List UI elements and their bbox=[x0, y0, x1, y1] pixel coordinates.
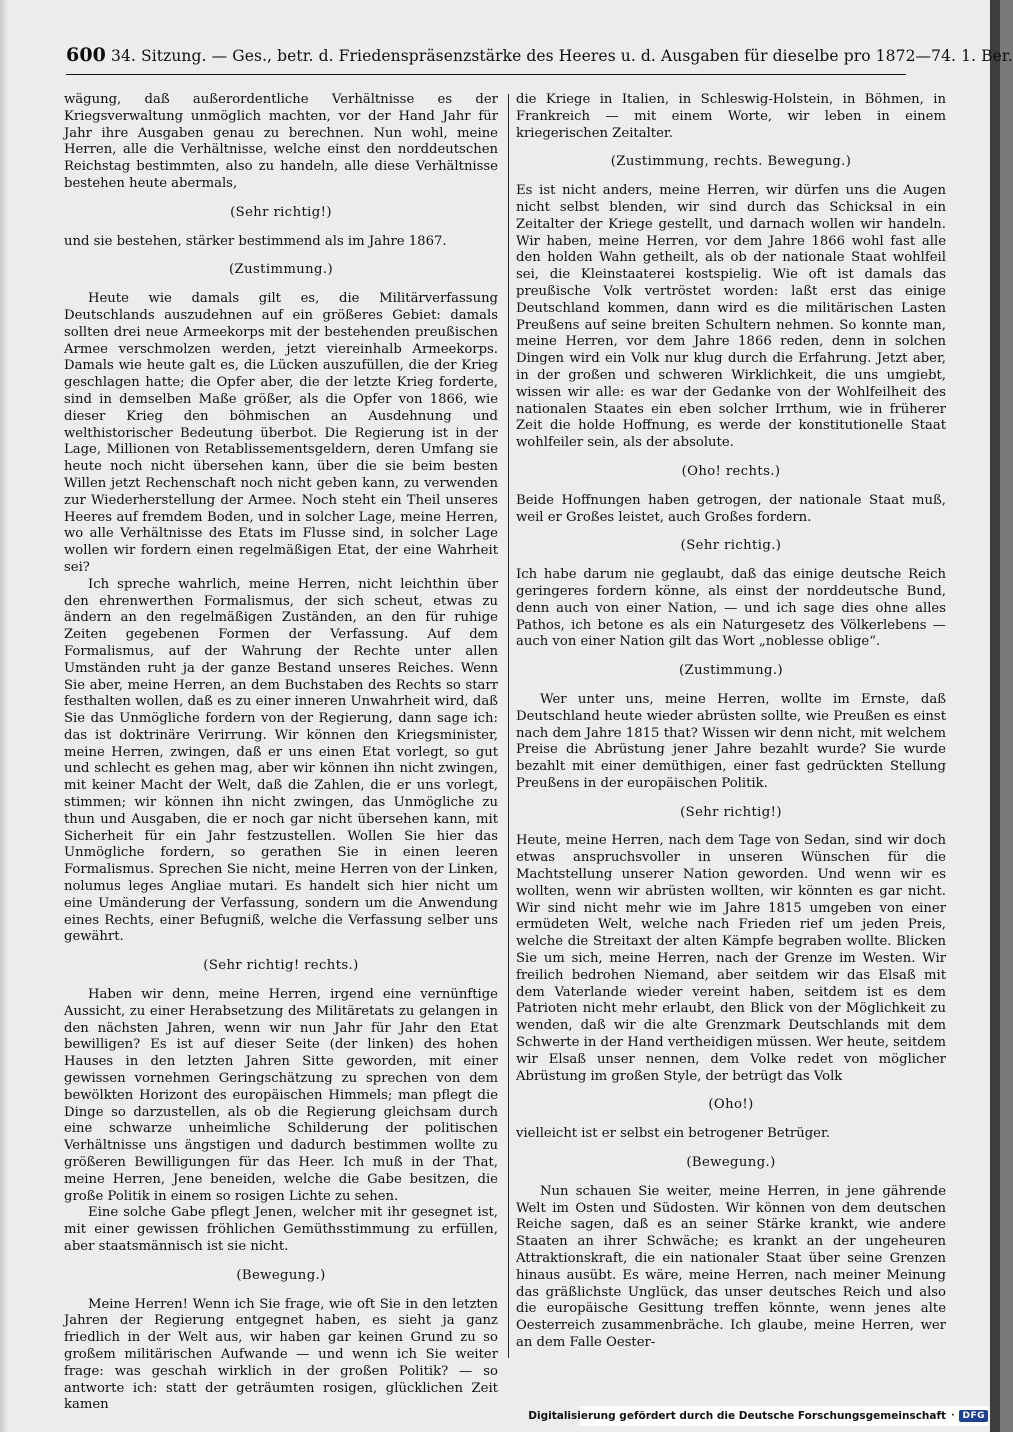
left-column bbox=[64, 92, 498, 1413]
paragraph: Meine Herren! Wenn ich Sie frage, wie oft Sie in den letzten Jahren der Regierung entgegnet haben, es sieht ja ganz friedlich in der Welt aus, wir haben gar keinen Grund zu so großem militärischen Aufwande — und wenn ich Sie weiter frage: was geschah wirklich in der großen Politik? — so antworte ich: statt der geträumten rosigen, glücklichen Zeit kamen bbox=[64, 1296, 498, 1413]
paragraph: Heute wie damals gilt es, die Militärverfassung Deutschlands auszudehnen auf ein größeres Gebiet: damals sollten drei neue Armeekorps mit der bestehenden preußischen Armee verschmolzen werden, jetzt viereinhalb Armeekorps. Damals wie heute galt es, die Lücken auszufüllen, die der Krieg geschlagen hatte; die Opfer aber, die der letzte Krieg forderte, sind in demselben Maße größer, als die Opfer von 1866, wie dieser Krieg den böhmischen an Ausdehnung und welthistorischer Bedeutung überbot. Die Regierung ist in der Lage, Millionen von Retablissementsgeldern, deren Umfang sie heute noch nicht übersehen kann, über die sie beim besten Willen jetzt Rechenschaft noch nicht geben kann, zu verwenden zur Wiederherstellung der Armee. Noch steht ein Theil unseres Heeres auf fremdem Boden, und in solcher Lage, meine Herren, wo alle Verhältnisse des Etats im Flusse sind, in solcher Lage wollen wir fordern einen regelmäßigen Etat, der eine Wahrheit sei? bbox=[64, 291, 498, 575]
page-header bbox=[66, 44, 1013, 70]
paragraph: und sie bestehen, stärker bestimmend als im Jahre 1867. bbox=[64, 233, 447, 249]
paragraph: Es ist nicht anders, meine Herren, wir dürfen uns die Augen nicht selbst blenden, wir sind durch das Schicksal in ein Zeitalter der Kriege gestellt, und darnach wollen wir handeln. Wir haben, meine Herren, vor dem Jahre 1866 wohl fast alle den holden Wahn getheilt, als ob der nationale Staat wohlfeil sei, die Kleinstaaterei kostspielig. Wie oft ist damals das preußische Volk vertröstet worden: laßt erst das einige Deutschland kommen, dann wird es die militärischen Lasten Preußens auf seine breiten Schultern nehmen. So konnte man, meine Herren, vor dem Jahre 1866 reden, denn in solchen Dingen wird ein Volk nur klug durch die Erfahrung. Jetzt aber, in der großen und schweren Wirklichkeit, die uns umgiebt, wissen wir alle: es war der Gedanke von der Wohlfeilheit des nationalen Staates ein eben solcher Irrthum, wie in früherer Zeit die holde Hoffnung, es werde der konstitutionelle Staat wohlfeiler sein, als der absolute. bbox=[516, 183, 946, 451]
paragraph: Haben wir denn, meine Herren, irgend eine vernünftige Aussicht, zu einer Herabsetzung des Militäretats zu gelangen in den nächsten Jahren, wenn wir nun Jahr für Jahr den Etat bewilligen? Es ist auf dieser Seite (der linken) des hohen Hauses in den letzten Jahren Sitte geworden, mit einer gewissen vornehmen Geringschätzung zu sprechen von dem bewölkten Horizont des europäischen Himmels; man pflegt die Dinge so darzustellen, als ob die Regierung gleichsam durch eine schwarze unheimliche Schilderung der politischen Verhältnisse uns ängstigen und dadurch bestimmen wollte zu größeren Bewilligungen für das Heer. Ich muß in der That, meine Herren, Jene beneiden, welche die Gabe besitzen, die große Politik in einem so rosigen Lichte zu sehen. bbox=[64, 987, 498, 1204]
page-edge-shadow bbox=[0, 0, 8, 1432]
paragraph: Nun schauen Sie weiter, meine Herren, in jene gährende Welt im Osten und Südosten. Wir können von dem deutschen Reiche sagen, daß es an seiner Stärke krankt, wie andere Staaten an ihrer Schwäche; es krankt an der ungeheuren Attraktionskraft, die ein nationaler Staat über seine Grenzen hinaus ausübt. Es wäre, meine Herren, nach meiner Meinung das gräßlichste Unglück, das unser deutsches Reich und also die europäische Gesittung treffen könnte, wenn jenes alte Oesterreich zusammenbräche. Ich glaube, meine Herren, wer an dem Falle Oester- bbox=[516, 1183, 946, 1350]
paragraph: die Kriege in Italien, in Schleswig-Holstein, in Böhmen, in Frankreich — mit einem Worte, wir leben in einem kriegerischen Zeitalter. bbox=[516, 92, 946, 141]
paragraph: Eine solche Gabe pflegt Jenen, welcher mit ihr gesegnet ist, mit einer gewissen fröhlichen Gemüthsstimmung zu erfüllen, aber staatsmännisch ist sie nicht. bbox=[64, 1205, 498, 1254]
running-title: 34. Sitzung. — Ges., betr. d. Friedenspräsenzstärke des Heeres u. d. Ausgaben für dieselbe pro 1872—74. 1. Ber. bbox=[111, 47, 1013, 65]
right-column bbox=[516, 92, 946, 1358]
footer-separator: · bbox=[951, 1411, 955, 1421]
dfg-logo: DFG bbox=[959, 1410, 988, 1422]
interjection: (Sehr richtig! rechts.) bbox=[203, 958, 359, 974]
paragraph: Beide Hoffnungen haben getrogen, der nationale Staat muß, weil er Großes leistet, auch Großes fordern. bbox=[516, 492, 946, 525]
paragraph: Wer unter uns, meine Herren, wollte im Ernste, daß Deutschland heute wieder abrüsten sollte, wie Preußen es einst nach dem Jahre 1815 that? Wissen wir denn nicht, mit welchem Preise die Abrüstung jener Jahre bezahlt wurde? Sie wurde bezahlt mit einer demüthigen, einer fast gedrückten Stellung Preußens in der europäischen Politik. bbox=[516, 691, 946, 791]
column-divider bbox=[508, 94, 509, 1358]
paragraph: Ich habe darum nie geglaubt, daß das einige deutsche Reich geringeres fordern könne, als einst der norddeutsche Bund, denn auch von einer Nation, — und ich sage dies ohne alles Pathos, ich betone es als ein Naturgesetz des Völkerlebens — auch von einer Nation gilt das Wort „noblesse oblige“. bbox=[516, 567, 946, 650]
interjection: (Zustimmung.) bbox=[228, 262, 334, 278]
interjection: (Sehr richtig!) bbox=[680, 804, 782, 820]
paragraph: Heute, meine Herren, nach dem Tage von Sedan, sind wir doch etwas anspruchsvoller in unseren Wünschen für die Machtstellung unserer Nation geworden. Und wenn wir es wollten, wenn wir abrüsten wollten, wir könnten es gar nicht. Wir sind nicht mehr wie im Jahre 1815 umgeben von einer ermüdeten Welt, welche nach Frieden rief um jeden Preis, welche die Streitaxt der alten Kämpfe begraben wollte. Blicken Sie um sich, meine Herren, nach der Grenze im Westen. Wir freilich bedrohen Niemand, aber seitdem wir das Elsaß mit dem Vaterlande wieder vereint haben, seitdem ist es dem Patrioten nicht mehr erlaubt, den Blick von der Möglichkeit zu wenden, daß wir die alte Grenzmark Deutschlands mit dem Schwerte in der Hand vertheidigen müssen. Wer heute, seitdem wir Elsaß unser nennen, dem Volke redet von möglicher Abrüstung im großen Style, der betrügt das Volk bbox=[516, 833, 946, 1084]
header-rule bbox=[66, 74, 906, 75]
digitization-footer bbox=[528, 1406, 988, 1426]
interjection: (Zustimmung.) bbox=[678, 663, 784, 679]
interjection: (Sehr richtig!) bbox=[230, 204, 332, 220]
interjection: (Sehr richtig.) bbox=[680, 538, 782, 554]
interjection: (Zustimmung, rechts. Bewegung.) bbox=[610, 154, 852, 170]
interjection: (Oho! rechts.) bbox=[681, 463, 781, 479]
interjection: (Oho!) bbox=[708, 1097, 754, 1113]
footer-credit: Digitalisierung gefördert durch die Deutsche Forschungsgemeinschaft bbox=[528, 1410, 947, 1422]
paragraph: wägung, daß außerordentliche Verhältnisse es der Kriegsverwaltung unmöglich machten, vor der Hand Jahr für Jahr ihre Ausgaben genau zu berechnen. Nun wohl, meine Herren, alle die Verhältnisse, welche einst den norddeutschen Reichstag bestimmten, also zu handeln, alle diese Verhältnisse bestehen heute abermals, bbox=[64, 92, 498, 191]
page-number: 600 bbox=[66, 44, 106, 66]
paragraph: Ich spreche wahrlich, meine Herren, nicht leichthin über den ehrenwerthen Formalismus, der sich scheut, etwas zu ändern an den regelmäßigen Zuständen, an den für ruhige Zeiten gegebenen Formen der Verfassung. Auf dem Formalismus, auf der Wahrung der Rechte unter allen Umständen ruht ja der ganze Bestand unseres Reiches. Wenn Sie aber, meine Herren, an dem Buchstaben des Rechts so starr festhalten wollen, daß es zu einer inneren Unwahrheit wird, daß Sie das Unmögliche fordern von der Regierung, dann sage ich: das ist doktrinäre Verirrung. Wir können den Kriegsminister, meine Herren, zwingen, daß er uns einen Etat vorlegt, so gut und schlecht es gehen mag, aber wir können ihn nicht zwingen, mit keiner Macht der Welt, daß die Zahlen, die er uns vorlegt, stimmen; wir können ihn nicht zwingen, das Unmögliche zu thun und Ausgaben, die er noch gar nicht übersehen kann, mit Sicherheit für ein Jahr festzustellen. Wollen Sie hier das Unmögliche fordern, so gerathen Sie in einen leeren Formalismus. Sprechen Sie nicht, meine Herren von der Linken, nolumus leges Angliae mutari. Es handelt sich hier nicht um eine Umänderung der Verfassung, sondern um die Anwendung eines Rechts, einer Befugniß, welche die Verfassung selber uns gewährt. bbox=[64, 576, 498, 945]
paragraph: vielleicht ist er selbst ein betrogener Betrüger. bbox=[516, 1126, 830, 1142]
interjection: (Bewegung.) bbox=[686, 1155, 776, 1171]
interjection: (Bewegung.) bbox=[236, 1267, 326, 1283]
